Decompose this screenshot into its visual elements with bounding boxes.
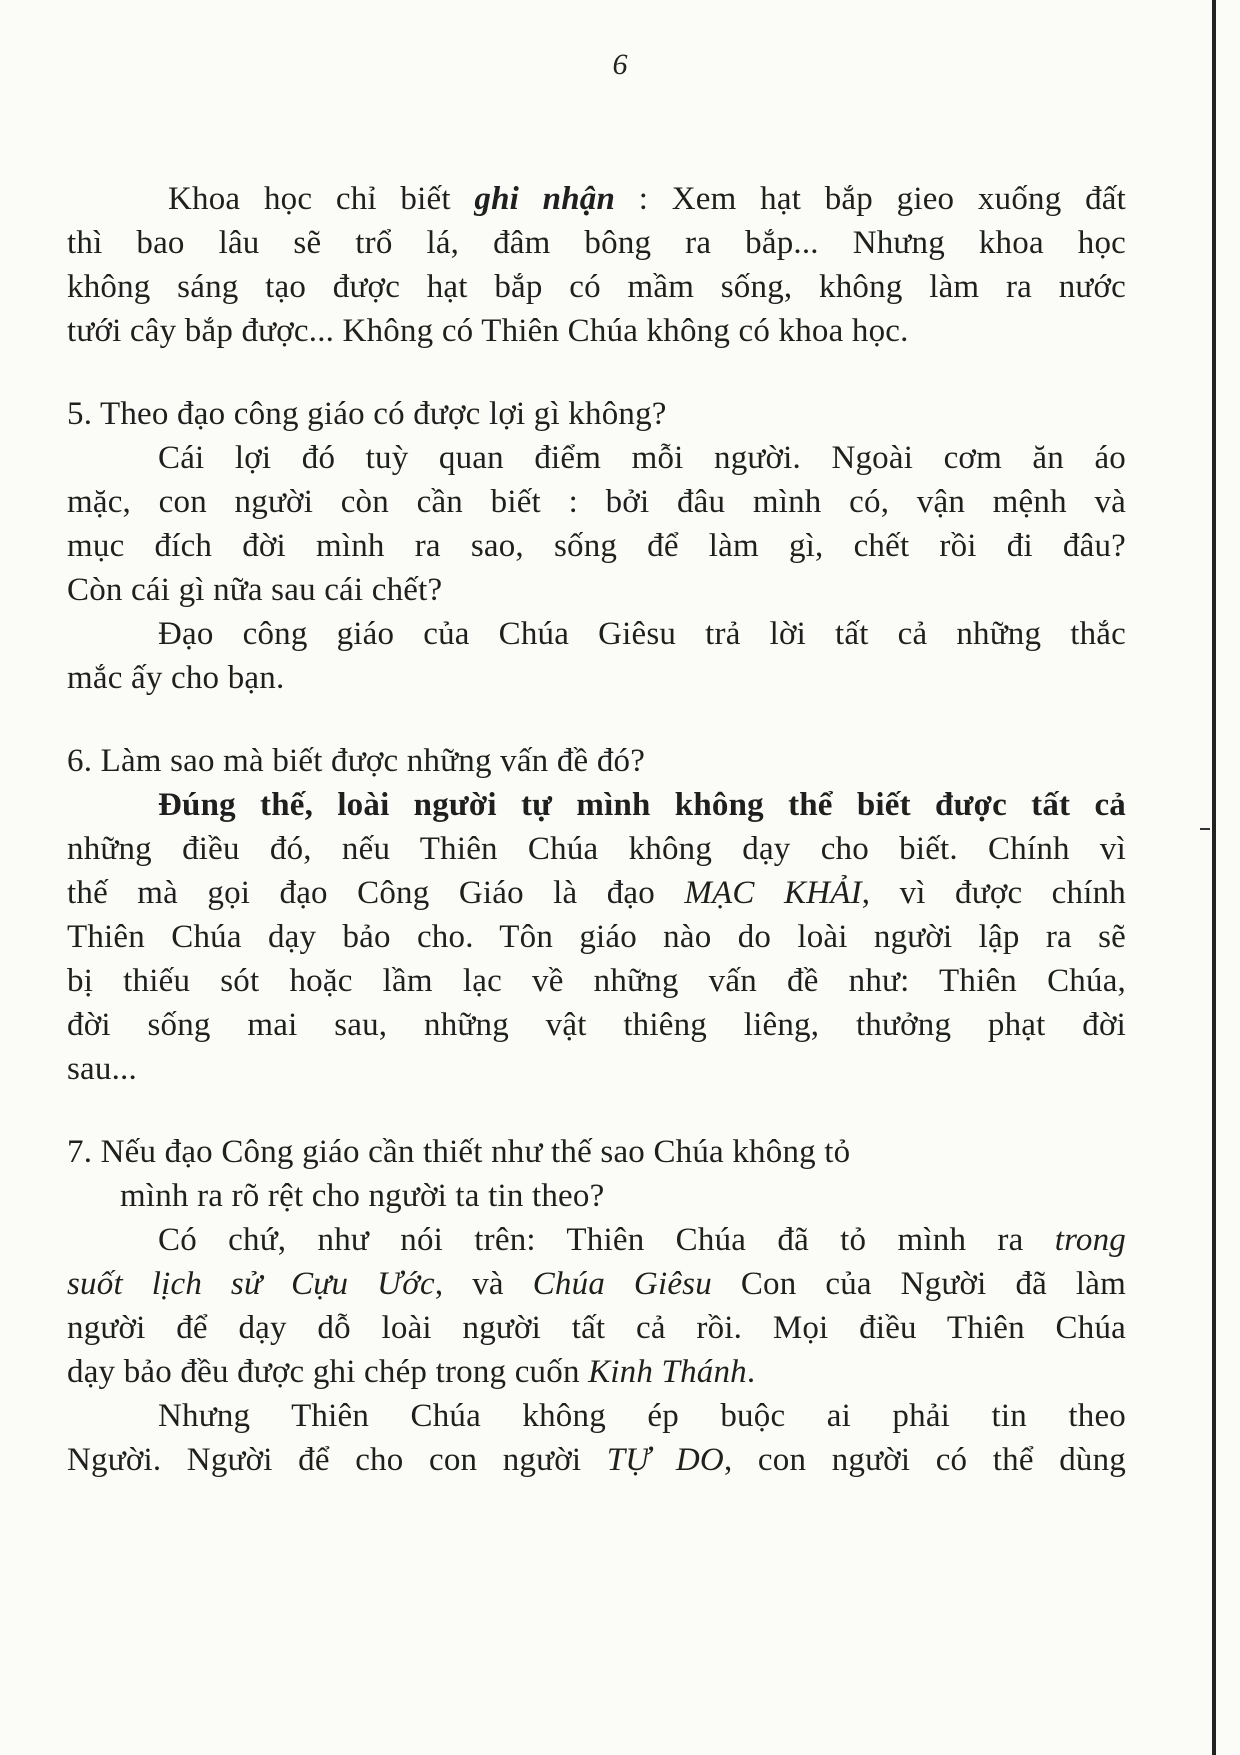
text-line: sau...	[67, 1051, 137, 1087]
text-line: bị thiếu sót hoặc lầm lạc về những vấn đề như: Thiên Chúa,	[67, 963, 1126, 999]
text-line: Đúng thế, loài người tự mình không thể biết được tất cả	[158, 787, 1126, 823]
text-line: Còn cái gì nữa sau cái chết?	[67, 572, 443, 608]
text-line: Người. Người để cho con người TỰ DO, con người có thể dùng	[67, 1442, 1126, 1478]
text-line: Có chứ, như nói trên: Thiên Chúa đã tỏ mình ra trong	[158, 1222, 1126, 1258]
text-line: thế mà gọi đạo Công Giáo là đạo MẠC KHẢI, vì được chính	[67, 875, 1126, 911]
page-number: 6	[612, 48, 628, 81]
text-line: thì bao lâu sẽ trổ lá, đâm bông ra bắp... Nhưng khoa học	[67, 225, 1126, 261]
question-heading: 7. Nếu đạo Công giáo cần thiết như thế sao Chúa không tỏ	[67, 1134, 851, 1170]
question-heading-continuation: mình ra rõ rệt cho người ta tin theo?	[120, 1178, 605, 1214]
text-line: Nhưng Thiên Chúa không ép buộc ai phải tin theo	[158, 1398, 1126, 1434]
text-line: mặc, con người còn cần biết : bởi đâu mình có, vận mệnh và	[67, 484, 1126, 520]
question-heading: 5. Theo đạo công giáo có được lợi gì không?	[67, 396, 667, 432]
text-line: Cái lợi đó tuỳ quan điểm mỗi người. Ngoài cơm ăn áo	[158, 440, 1126, 476]
text-line: tưới cây bắp được... Không có Thiên Chúa không có khoa học.	[67, 313, 909, 349]
text-line: dạy bảo đều được ghi chép trong cuốn Kinh Thánh.	[67, 1354, 756, 1390]
text-line: Khoa học chỉ biết ghi nhận : Xem hạt bắp gieo xuống đất	[168, 181, 1127, 217]
text-line: người để dạy dỗ loài người tất cả rồi. Mọi điều Thiên Chúa	[67, 1310, 1126, 1346]
text-line: những điều đó, nếu Thiên Chúa không dạy cho biết. Chính vì	[67, 831, 1126, 867]
page-edge-line	[1212, 0, 1216, 1755]
text-line: Thiên Chúa dạy bảo cho. Tôn giáo nào do loài người lập ra sẽ	[67, 919, 1126, 955]
text-line: Đạo công giáo của Chúa Giêsu trả lời tất cả những thắc	[158, 616, 1126, 652]
question-heading: 6. Làm sao mà biết được những vấn đề đó?	[67, 743, 646, 779]
text-line: đời sống mai sau, những vật thiêng liêng, thưởng phạt đời	[67, 1007, 1126, 1043]
margin-tick-mark	[1200, 828, 1210, 830]
text-line: suốt lịch sử Cựu Ước, và Chúa Giêsu Con của Người đã làm	[67, 1266, 1126, 1302]
text-line: không sáng tạo được hạt bắp có mầm sống, không làm ra nước	[67, 269, 1126, 305]
text-line: mục đích đời mình ra sao, sống để làm gì, chết rồi đi đâu?	[67, 528, 1126, 564]
text-line: mắc ấy cho bạn.	[67, 660, 285, 696]
